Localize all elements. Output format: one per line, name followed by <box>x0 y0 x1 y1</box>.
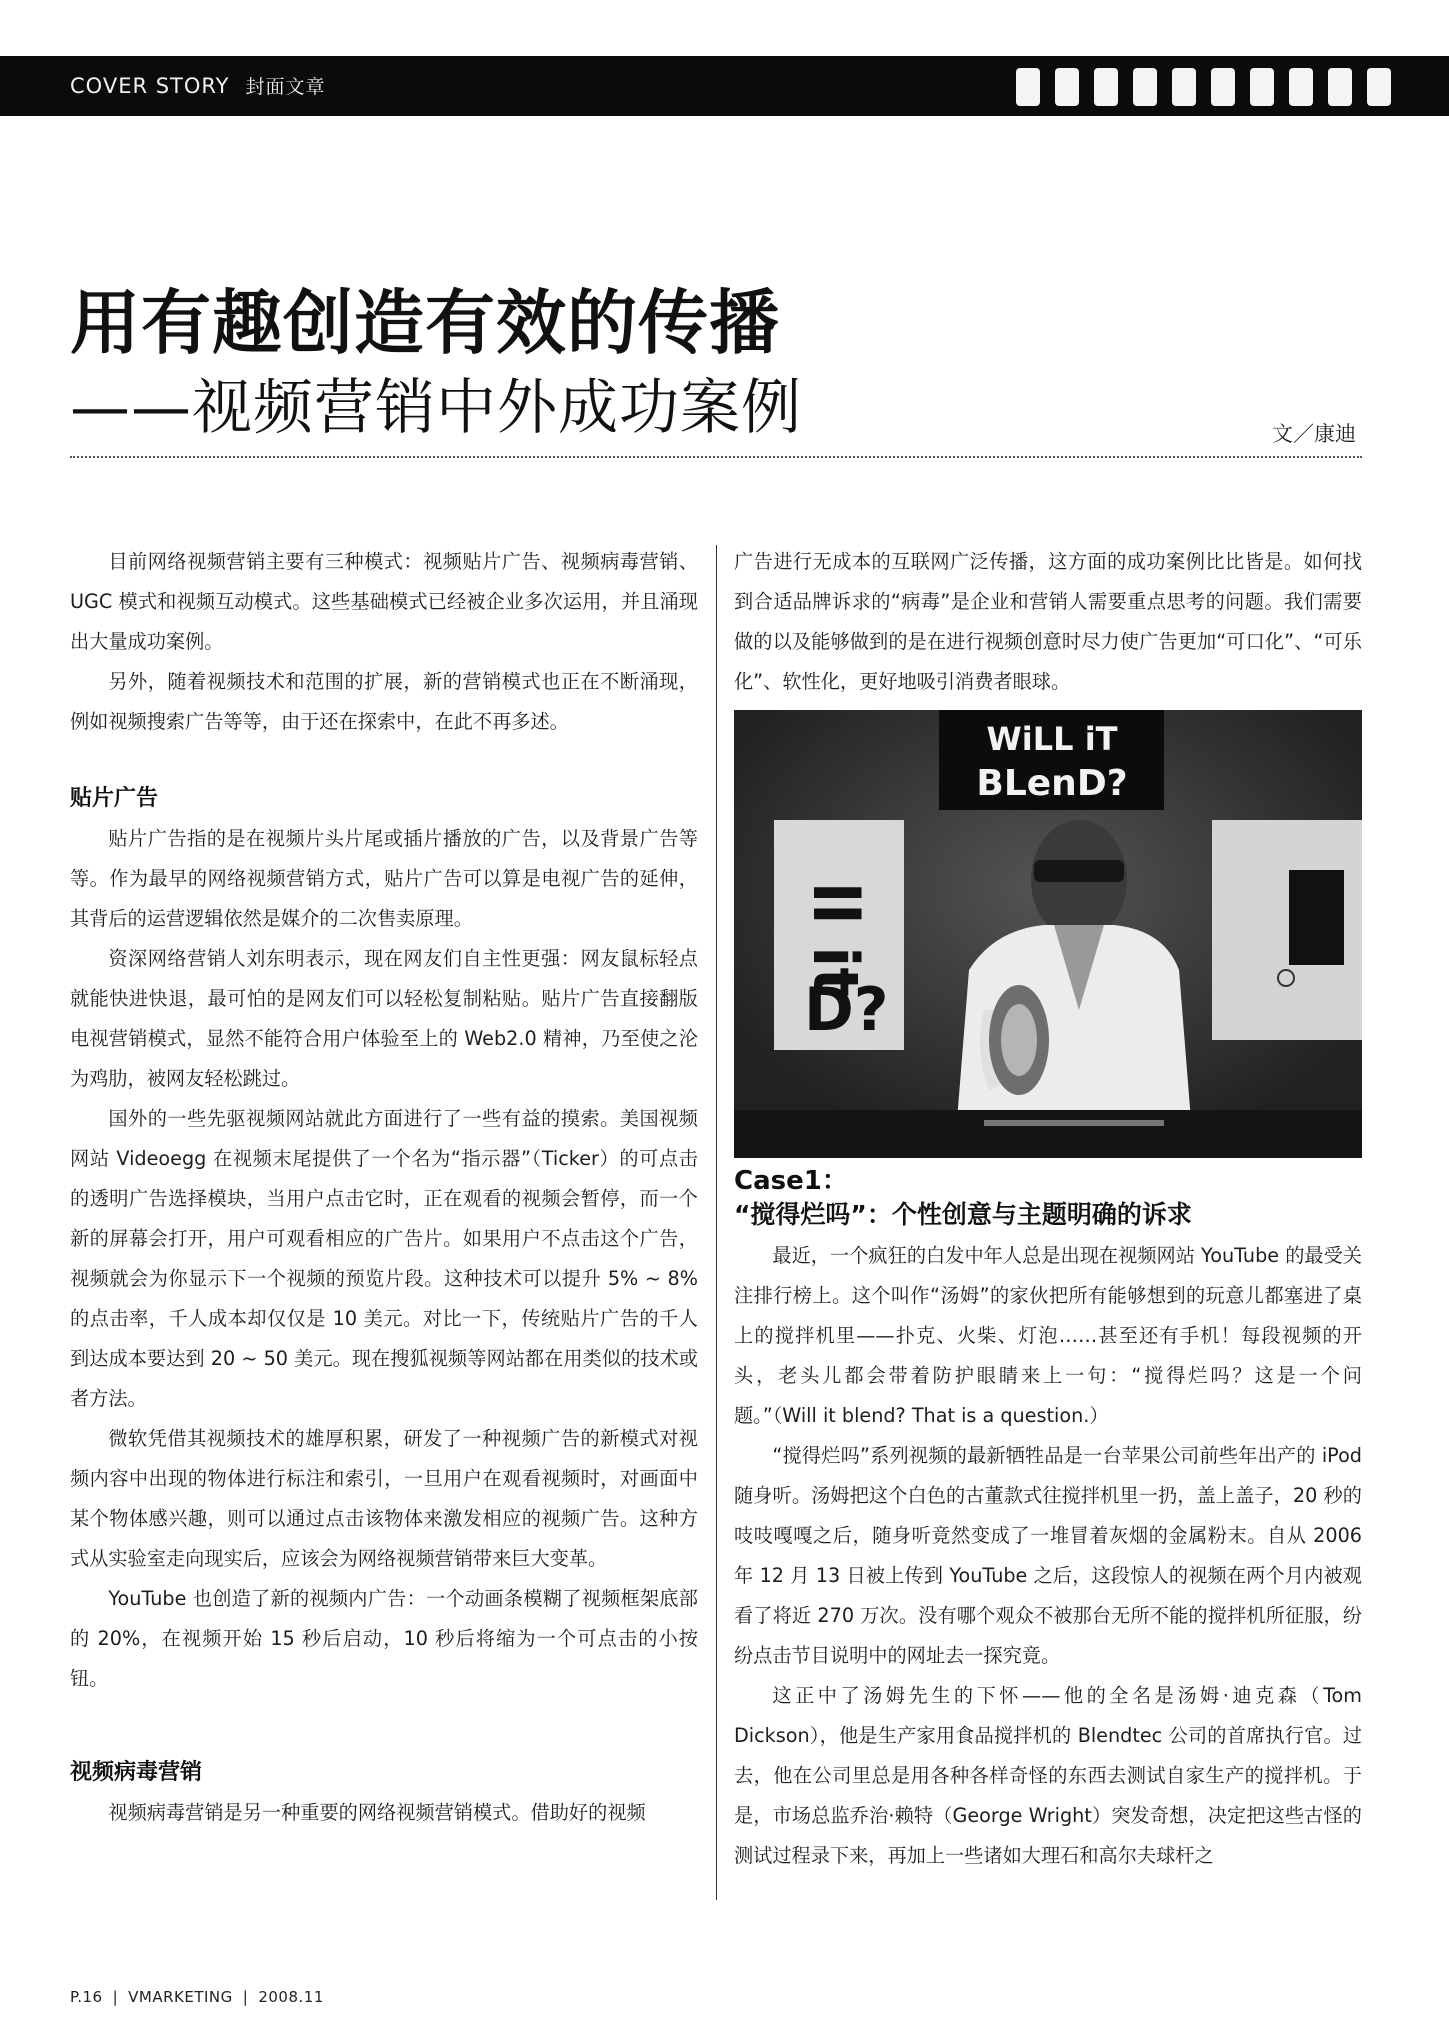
column-divider <box>716 545 717 1900</box>
will-it-blend-photo <box>734 710 1362 1158</box>
intro-paragraph-2: 另外，随着视频技术和范围的扩展，新的营销模式也正在不断涌现，例如视频搜索广告等等，由于还在探索中，在此不再多述。 <box>70 670 698 733</box>
footer-page-number: P.16 <box>70 1988 103 2006</box>
header-block <box>1016 68 1040 106</box>
tiepian-paragraph-1: 贴片广告指的是在视频片头片尾或插片播放的广告，以及背景广告等等。作为最早的网络视频营销方式，贴片广告可以算是电视广告的延伸，其背后的运营逻辑依然是媒介的二次售卖原理。 <box>70 827 698 930</box>
section-label <box>70 72 326 99</box>
top-sign-line-1: WiLL iT <box>986 720 1118 758</box>
page-footer: P.16 | VMARKETING | 2008.11 <box>70 1988 324 2006</box>
header-block <box>1328 68 1352 106</box>
header-block <box>1094 68 1118 106</box>
left-column <box>70 542 698 1833</box>
case-title: “搅得烂吗”：个性创意与主题明确的诉求 <box>734 1200 1192 1229</box>
right-column-bottom <box>734 1236 1362 1876</box>
tiepian-paragraph-2: 资深网络营销人刘东明表示，现在网友们自主性更强：网友鼠标轻点就能快进快退，最可怕的是网友们可以轻松复制粘贴。贴片广告直接翻版电视营销模式，显然不能符合用户体验至上的 Web2.0 精神，乃至使之沦为鸡肋，被网友轻松跳过。 <box>70 947 698 1090</box>
footer-magazine: VMARKETING <box>128 1988 233 2006</box>
header-block <box>1055 68 1079 106</box>
section-heading-bingdu: 视频病毒营销 <box>70 1760 203 1785</box>
right-column-top <box>734 542 1362 702</box>
header-block <box>1172 68 1196 106</box>
continued-paragraph: 广告进行无成本的互联网广泛传播，这方面的成功案例比比皆是。如何找到合适品牌诉求的“病毒”是企业和营销人需要重点思考的问题。我们需要做的以及能够做到的是在进行视频创意时尽力使广告更加“可口化”、“可乐化”、软性化，更好地吸引消费者眼球。 <box>734 550 1362 693</box>
header-block <box>1367 68 1391 106</box>
footer-issue: 2008.11 <box>258 1988 324 2006</box>
article-title: 用有趣创造有效的传播 <box>70 282 780 364</box>
left-sign-text-2: D? <box>804 975 889 1045</box>
header-block <box>1289 68 1313 106</box>
photo-illustration <box>734 710 1362 1158</box>
case-label: Case1： <box>734 1166 848 1196</box>
section-label-zh: 封面文章 <box>245 76 326 98</box>
header-decorative-blocks <box>1016 68 1391 106</box>
header-block <box>1133 68 1157 106</box>
left-sign-text: ll it <box>799 882 872 997</box>
header-block <box>1211 68 1235 106</box>
author-byline: 文／康迪 <box>1272 422 1356 446</box>
header-bar <box>0 56 1449 116</box>
tiepian-paragraph-3: 国外的一些先驱视频网站就此方面进行了一些有益的摸索。美国视频网站 Videoegg 在视频末尾提供了一个名为“指示器”（Ticker）的可点击的透明广告选择模块，当用户点击它时，正在观看的视频会暂停，而一个新的屏幕会打开，用户可观看相应的广告片。如果用户不点击这个广告，视频就会为你显示下一个视频的预览片段。这种技术可以提升 5% ~ 8% 的点击率，千人成本却仅仅是 10 美元。对比一下，传统贴片广告的千人到达成本要达到 20 ~ 50 美元。现在搜狐视频等网站都在用类似的技术或者方法。 <box>70 1107 698 1410</box>
tiepian-paragraph-4: 微软凭借其视频技术的雄厚积累，研发了一种视频广告的新模式对视频内容中出现的物体进行标注和索引，一旦用户在观看视频时，对画面中某个物体感兴趣，则可以通过点击该物体来激发相应的视频广告。这种方式从实验室走向现实后，应该会为网络视频营销带来巨大变革。 <box>70 1427 698 1570</box>
bingdu-paragraph-1: 视频病毒营销是另一种重要的网络视频营销模式。借助好的视频 <box>108 1801 646 1824</box>
case-heading <box>734 1165 1362 1233</box>
section-label-en: COVER STORY <box>70 74 230 98</box>
article-subtitle: ——视频营销中外成功案例 <box>70 373 802 443</box>
case-paragraph-3: 这正中了汤姆先生的下怀——他的全名是汤姆·迪克森（Tom Dickson），他是生产家用食品搅拌机的 Blendtec 公司的首席执行官。过去，他在公司里总是用各种各样奇怪的东西去测试自家生产的搅拌机。于是，市场总监乔治·赖特（George Wright）突发奇想，决定把这些古怪的测试过程录下来，再加上一些诸如大理石和高尔夫球杆之 <box>734 1684 1362 1867</box>
section-heading-tiepian: 贴片广告 <box>70 786 159 811</box>
header-block <box>1250 68 1274 106</box>
case-paragraph-2: “搅得烂吗”系列视频的最新牺牲品是一台苹果公司前些年出产的 iPod 随身听。汤姆把这个白色的古董款式往搅拌机里一扔，盖上盖子，20 秒的吱吱嘎嘎之后，随身听竟然变成了一堆冒着灰烟的金属粉末。自从 2006 年 12 月 13 日被上传到 YouTube 之后，这段惊人的视频在两个月内被观看了将近 270 万次。没有哪个观众不被那台无所不能的搅拌机所征服，纷纷点击节目说明中的网址去一探究竟。 <box>734 1444 1362 1667</box>
intro-paragraph-1: 目前网络视频营销主要有三种模式：视频贴片广告、视频病毒营销、UGC 模式和视频互动模式。这些基础模式已经被企业多次运用，并且涌现出大量成功案例。 <box>70 550 698 653</box>
tiepian-paragraph-5: YouTube 也创造了新的视频内广告：一个动画条模糊了视频框架底部的 20%，在视频开始 15 秒后启动，10 秒后将缩为一个可点击的小按钮。 <box>70 1587 698 1690</box>
case-paragraph-1: 最近，一个疯狂的白发中年人总是出现在视频网站 YouTube 的最受关注排行榜上。这个叫作“汤姆”的家伙把所有能够想到的玩意儿都塞进了桌上的搅拌机里——扑克、火柴、灯泡……甚至还有手机！每段视频的开头，老头儿都会带着防护眼睛来上一句：“搅得烂吗？这是一个问题。”（Will it blend? That is a question.） <box>734 1244 1362 1427</box>
top-sign-line-2: BLenD? <box>976 763 1128 804</box>
title-divider <box>70 456 1362 458</box>
